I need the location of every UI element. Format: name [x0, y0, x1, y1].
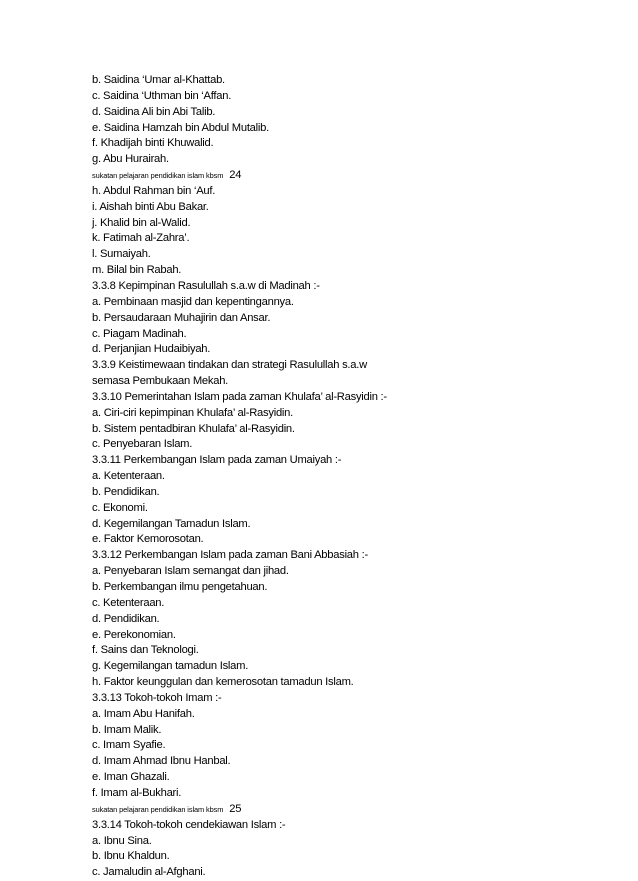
- text-line: b. Pendidikan.: [92, 485, 160, 498]
- text-line: a. Imam Abu Hanifah.: [92, 707, 195, 720]
- text-line: 3.3.8 Kepimpinan Rasulullah s.a.w di Madinah :-: [92, 279, 320, 292]
- text-line: b. Saidina ‘Umar al-Khattab.: [92, 74, 225, 86]
- text-line: 3.3.14 Tokoh-tokoh cendekiawan Islam :-: [92, 818, 286, 831]
- text-line: f. Imam al-Bukhari.: [92, 786, 182, 799]
- text-line: b. Imam Malik.: [92, 723, 162, 736]
- document-body: [92, 73, 572, 881]
- text-line: b. Sistem pentadbiran Khulafa’ al-Rasyidin.: [92, 422, 295, 435]
- text-line: c. Jamaludin al-Afghani.: [92, 866, 206, 879]
- text-line: c. Ekonomi.: [92, 501, 148, 514]
- text-block-3: [92, 818, 572, 881]
- text-line: e. Saidina Hamzah bin Abdul Mutalib.: [92, 121, 269, 134]
- text-line: 3.3.9 Keistimewaan tindakan dan strategi Rasulullah s.a.w: [92, 359, 367, 372]
- text-line: d. Imam Ahmad Ibnu Hanbal.: [92, 755, 231, 768]
- footer-text: sukatan pelajaran pendidikan islam kbsm: [92, 804, 224, 814]
- text-line: 3.3.10 Pemerintahan Islam pada zaman Khulafa’ al-Rasyidin :-: [92, 390, 387, 403]
- text-line: e. Faktor Kemorosotan.: [92, 533, 204, 546]
- text-line: e. Iman Ghazali.: [92, 771, 170, 784]
- text-line: a. Ciri-ciri kepimpinan Khulafa’ al-Rasyidin.: [92, 406, 293, 419]
- text-line: k. Fatimah al-Zahra’.: [92, 232, 190, 245]
- text-line: 3.3.13 Tokoh-tokoh Imam :-: [92, 691, 222, 704]
- text-line: d. Saidina Ali bin Abi Talib.: [92, 105, 216, 118]
- footer-page-number: 25: [229, 802, 242, 815]
- text-block-2: [92, 184, 572, 802]
- text-line: b. Persaudaraan Muhajirin dan Ansar.: [92, 311, 271, 324]
- text-line: a. Pembinaan masjid dan kepentingannya.: [92, 295, 294, 308]
- text-block-1: [92, 73, 572, 168]
- text-line: 3.3.11 Perkembangan Islam pada zaman Umaiyah :-: [92, 454, 342, 467]
- text-line: a. Ketenteraan.: [92, 470, 165, 483]
- text-line: m. Bilal bin Rabah.: [92, 264, 182, 277]
- page-footer-25: [92, 802, 572, 818]
- text-line: g. Kegemilangan tamadun Islam.: [92, 660, 249, 673]
- text-line: d. Pendidikan.: [92, 612, 160, 625]
- text-line: a. Ibnu Sina.: [92, 834, 152, 847]
- text-line: c. Saidina ‘Uthman bin ‘Affan.: [92, 89, 232, 102]
- text-line: c. Ketenteraan.: [92, 596, 165, 609]
- text-line: b. Perkembangan ilmu pengetahuan.: [92, 581, 268, 593]
- text-line: h. Faktor keunggulan dan kemerosotan tamadun Islam.: [92, 676, 354, 689]
- text-line: c. Piagam Madinah.: [92, 327, 187, 340]
- text-line: b. Ibnu Khaldun.: [92, 850, 170, 863]
- text-line: c. Penyebaran Islam.: [92, 438, 193, 451]
- text-line: g. Abu Hurairah.: [92, 153, 169, 166]
- text-line: c. Imam Syafie.: [92, 739, 166, 752]
- text-line: l. Sumaiyah.: [92, 248, 151, 261]
- text-line: j. Khalid bin al-Walid.: [92, 216, 191, 229]
- text-line: h. Abdul Rahman bin ‘Auf.: [92, 184, 216, 197]
- text-line: d. Kegemilangan Tamadun Islam.: [92, 517, 251, 530]
- text-line: f. Sains dan Teknologi.: [92, 644, 199, 657]
- text-line: d. Perjanjian Hudaibiyah.: [92, 343, 211, 356]
- text-line: i. Aishah binti Abu Bakar.: [92, 200, 209, 213]
- footer-text: sukatan pelajaran pendidikan islam kbsm: [92, 171, 224, 181]
- text-line: 3.3.12 Perkembangan Islam pada zaman Bani Abbasiah :-: [92, 549, 368, 562]
- page-footer-24: [92, 168, 572, 184]
- text-line: e. Perekonomian.: [92, 628, 176, 641]
- text-line: semasa Pembukaan Mekah.: [92, 375, 229, 388]
- footer-page-number: 24: [229, 169, 242, 182]
- text-line: a. Penyebaran Islam semangat dan jihad.: [92, 565, 289, 578]
- text-line: f. Khadijah binti Khuwalid.: [92, 137, 214, 150]
